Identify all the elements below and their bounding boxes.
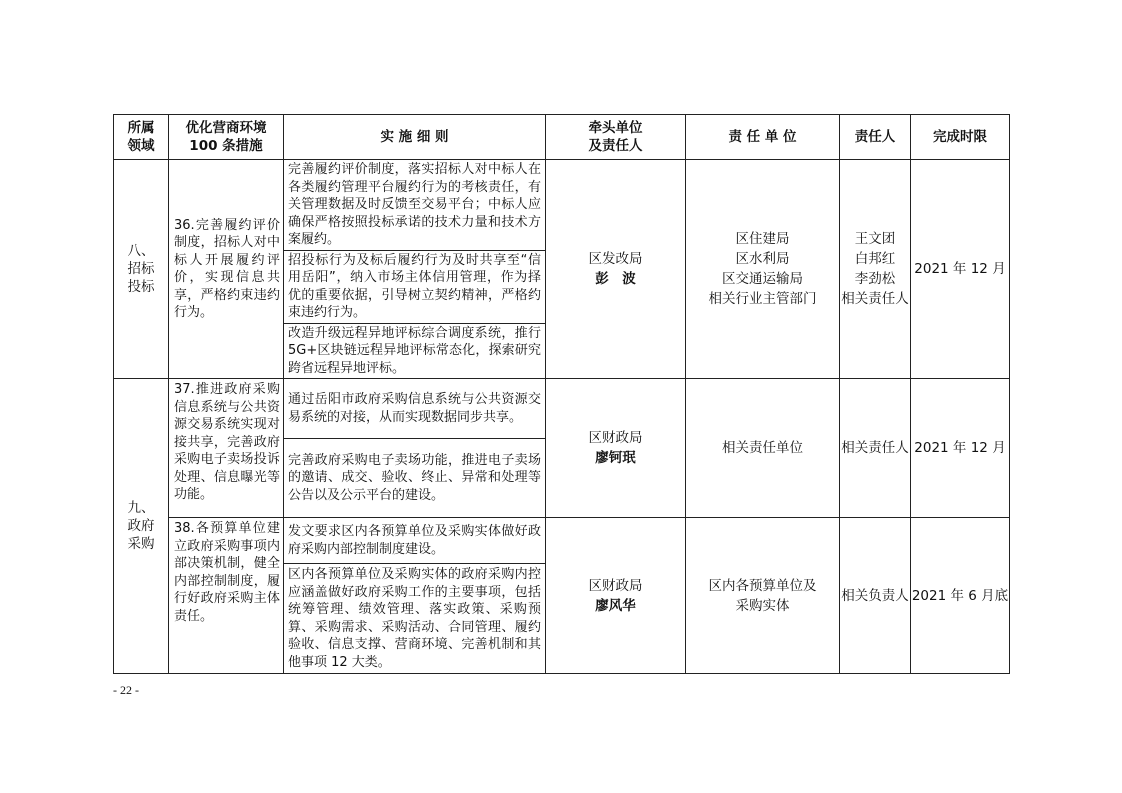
- detail-cell: 完善履约评价制度，落实招标人对中标人在各类履约管理平台履约行为的考核责任，有关管理数据及时反馈至交易平台；中标人应确保严格按照投标承诺的技术力量和技术方案履约。: [284, 160, 546, 251]
- detail-cell: 通过岳阳市政府采购信息系统与公共资源交易系统的对接，从而实现数据同步共享。: [284, 379, 546, 439]
- detail-cell: 区内各预算单位及采购实体的政府采购内控应涵盖做好政府采购工作的主要事项，包括统筹管理、绩效管理、落实政策、采购预算、采购需求、采购活动、合同管理、履约验收、信息支撑、营商环境、完善机制和其他事项 12 大类。: [284, 564, 546, 674]
- measures-table: [113, 114, 1010, 674]
- header-detail: 实 施 细 则: [284, 115, 546, 160]
- table-row: [114, 518, 1010, 564]
- detail-cell: 招投标行为及标后履约行为及时共享至“信用岳阳”，纳入市场主体信用管理，作为择优的重要依据，引导树立契约精神，严格约束违约行为。: [284, 250, 546, 323]
- measure-cell: 36.完善履约评价制度，招标人对中标人开展履约评价，实现信息共享，严格约束违约行为。: [169, 160, 284, 379]
- deadline-cell: 2021 年 6 月底: [911, 518, 1010, 674]
- header-row: [114, 115, 1010, 160]
- lead-cell: 区财政局 廖钶珉: [546, 379, 686, 518]
- header-resp-person: 责任人: [840, 115, 911, 160]
- measure-cell: 38.各预算单位建立政府采购事项内部决策机制，健全内部控制制度，履行好政府采购主体责任。: [169, 518, 284, 674]
- header-area: 所属 领域: [114, 115, 169, 160]
- header-measure: 优化营商环境 100 条措施: [169, 115, 284, 160]
- resp-person-cell: 相关责任人: [840, 379, 911, 518]
- lead-cell: 区财政局 廖风华: [546, 518, 686, 674]
- header-deadline: 完成时限: [911, 115, 1010, 160]
- table-row: [114, 160, 1010, 251]
- resp-person-cell: 王文团 白邦红 李劲松 相关责任人: [840, 160, 911, 379]
- lead-cell: 区发改局 彭 波: [546, 160, 686, 379]
- detail-cell: 发文要求区内各预算单位及采购实体做好政府采购内部控制制度建设。: [284, 518, 546, 564]
- resp-unit-cell: 区住建局 区水利局 区交通运输局 相关行业主管部门: [686, 160, 840, 379]
- header-lead: 牵头单位 及责任人: [546, 115, 686, 160]
- resp-person-cell: 相关负责人: [840, 518, 911, 674]
- detail-cell: 完善政府采购电子卖场功能，推进电子卖场的邀请、成交、验收、终止、异常和处理等公告以及公示平台的建设。: [284, 439, 546, 518]
- area-cell: 九、 政府 采购: [114, 379, 169, 674]
- header-resp-unit: 责 任 单 位: [686, 115, 840, 160]
- measure-cell: 37.推进政府采购信息系统与公共资源交易系统实现对接共享，完善政府采购电子卖场投诉处理、信息曝光等功能。: [169, 379, 284, 518]
- area-cell: 八、 招标 投标: [114, 160, 169, 379]
- detail-cell: 改造升级远程异地评标综合调度系统，推行 5G+区块链远程异地评标常态化，探索研究跨省远程异地评标。: [284, 323, 546, 379]
- table-row: [114, 379, 1010, 439]
- deadline-cell: 2021 年 12 月: [911, 379, 1010, 518]
- deadline-cell: 2021 年 12 月: [911, 160, 1010, 379]
- resp-unit-cell: 相关责任单位: [686, 379, 840, 518]
- resp-unit-cell: 区内各预算单位及 采购实体: [686, 518, 840, 674]
- page-number: - 22 -: [113, 683, 139, 697]
